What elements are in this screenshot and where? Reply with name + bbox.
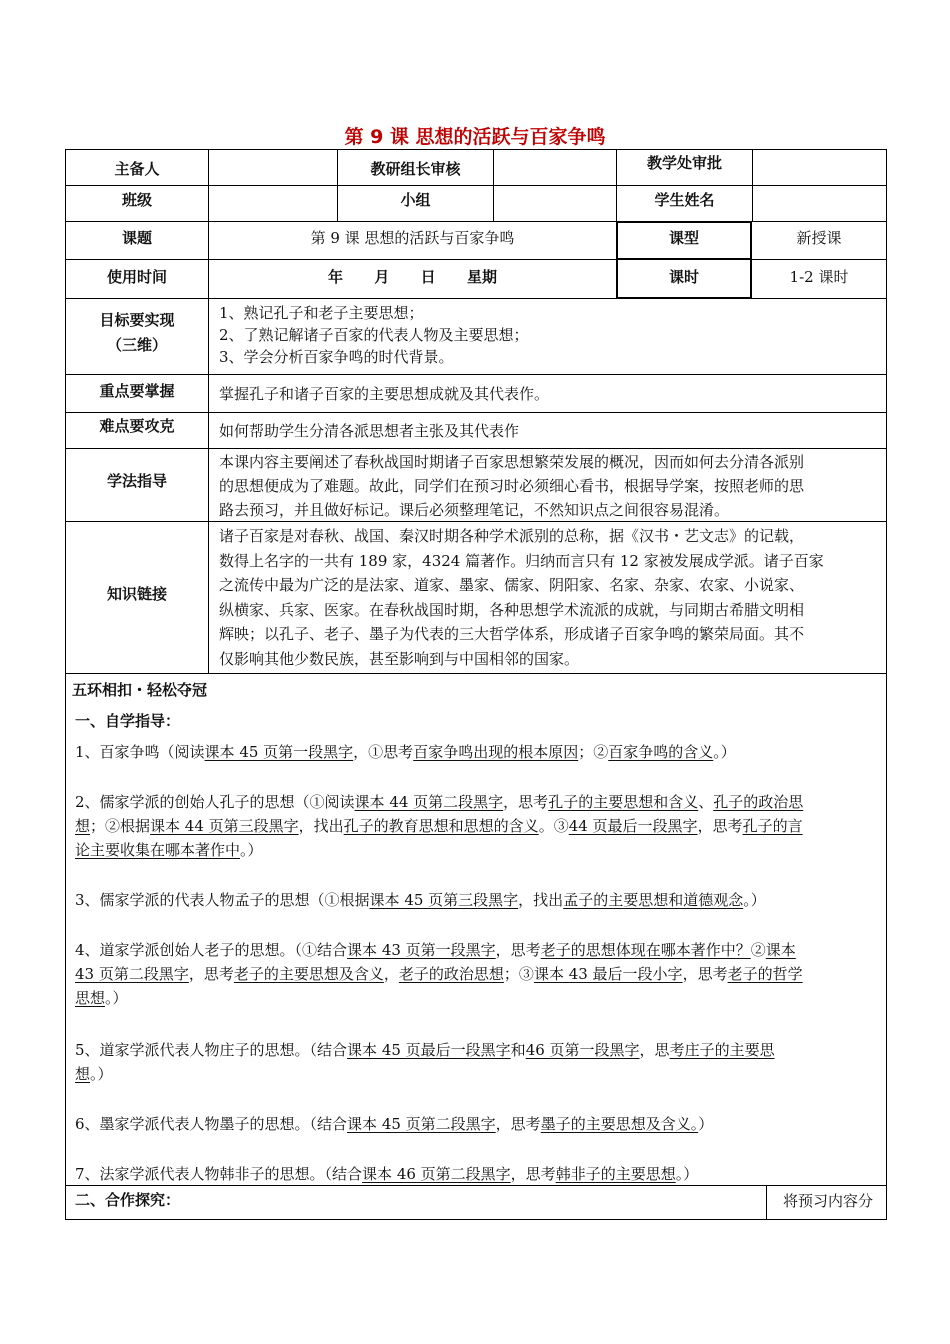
difficult-points-label: 难点要攻克 bbox=[99, 417, 175, 435]
knowledge-line: 纵横家、兵家、医家。在春秋战国时期，各种思想学术流派的成就，与同期古希腊文明相 bbox=[219, 600, 805, 619]
class-hours-label: 课时 bbox=[668, 268, 699, 286]
knowledge-line: 诸子百家是对春秋、战国、秦汉时期各种学术派别的总称，据《汉书・艺文志》的记载， bbox=[219, 527, 805, 545]
difficult-points-text: 如何帮助学生分清各派思想者主张及其代表作 bbox=[219, 422, 520, 440]
method-line: 本课内容主要阐述了春秋战国时期诸子百家思想繁荣发展的概况，因而如何去分清各派别 bbox=[219, 453, 805, 471]
student-name-field[interactable] bbox=[753, 186, 886, 221]
goal-item: 3、学会分析百家争鸣的时代背景。 bbox=[219, 348, 454, 366]
key-points-text: 掌握孔子和诸子百家的主要思想成就及其代表作。 bbox=[219, 385, 550, 403]
knowledge-line: 数得上名字的一共有 189 家，4324 篇著作。归纳而言只有 12 家被发展成学派。诸子百家 bbox=[219, 551, 824, 570]
method-line: 的思想便成为了难题。故此，同学们在预习时必须细心看书，根据导学案，按照老师的思 bbox=[219, 477, 805, 495]
goals-label: 目标要实现 bbox=[99, 311, 175, 329]
preparer-label: 主备人 bbox=[114, 160, 160, 178]
knowledge-line: 之流传中最为广泛的是法家、道家、墨家、儒家、阴阳家、名家、杂家、农家、小说家、 bbox=[219, 576, 805, 594]
usage-time-label: 使用时间 bbox=[106, 268, 167, 286]
question-5: 5、道家学派代表人物庄子的思想。（结合课本 45 页最后一段黑字和46 页第一段黑字，思考庄子的主要思 想。） bbox=[75, 1041, 775, 1083]
cooperative-inquiry-heading: 二、合作探究： bbox=[75, 1191, 181, 1209]
group-leader-review-field[interactable] bbox=[494, 150, 616, 185]
usage-date-field[interactable]: 年 月 日 星期 bbox=[328, 268, 497, 286]
lesson-type-label: 课型 bbox=[668, 229, 699, 247]
question-6: 6、墨家学派代表人物墨子的思想。（结合课本 45 页第二段黑字，思考墨子的主要思想及含义。） bbox=[75, 1115, 714, 1133]
class-field[interactable] bbox=[209, 186, 337, 221]
preparer-field[interactable] bbox=[209, 150, 337, 185]
lesson-type-value: 新授课 bbox=[796, 229, 842, 247]
question-2: 2、儒家学派的创始人孔子的思想（①阅读课本 44 页第二段黑字，思考孔子的主要思想和含义、孔子的政治思 想；②根据课本 44 页第三段黑字，找出孔子的教育思想和思想的含义。③44 页最后一段黑字，思考孔子的言 论主要收集在哪本著作中。） bbox=[75, 793, 804, 859]
self-study-heading: 一、自学指导： bbox=[75, 712, 181, 730]
section-heading: 五环相扣・轻松夺冠 bbox=[72, 681, 208, 699]
group-leader-review-label: 教研组长审核 bbox=[370, 160, 461, 178]
knowledge-link-label: 知识链接 bbox=[106, 585, 167, 603]
office-approval-field[interactable] bbox=[753, 150, 886, 185]
class-hours-value: 1-2 课时 bbox=[789, 268, 849, 286]
class-label: 班级 bbox=[121, 191, 152, 209]
question-1: 1、百家争鸣（阅读课本 45 页第一段黑字，①思考百家争鸣出现的根本原因；②百家争鸣的含义。） bbox=[75, 743, 736, 761]
method-line: 路去预习，并且做好标记。课后必须整理笔记，不然知识点之间很容易混淆。 bbox=[219, 501, 730, 519]
subgroup-field[interactable] bbox=[494, 186, 616, 221]
office-approval-label: 教学处审批 bbox=[646, 154, 722, 172]
goal-item: 2、了熟记解诸子百家的代表人物及主要思想； bbox=[219, 326, 529, 344]
method-guidance-label: 学法指导 bbox=[106, 472, 167, 490]
goal-item: 1、熟记孔子和老子主要思想； bbox=[219, 304, 424, 322]
key-points-label: 重点要掌握 bbox=[99, 382, 175, 400]
question-3: 3、儒家学派的代表人物孟子的思想（①根据课本 45 页第三段黑字，找出孟子的主要思想和道德观念。） bbox=[75, 891, 766, 909]
question-7: 7、法家学派代表人物韩非子的思想。（结合课本 46 页第二段黑字，思考韩非子的主要思想。） bbox=[75, 1165, 699, 1183]
question-4: 4、道家学派创始人老子的思想。（①结合课本 43 页第一段黑字，思考老子的思想体现在哪本著作中？②课本 43 页第二段黑字，思考老子的主要思想及含义，老子的政治思想；③课本 43 最后一段小字，思考老子的哲学 思想。） bbox=[75, 941, 803, 1007]
side-note: 将预习内容分 bbox=[782, 1192, 873, 1210]
student-name-label: 学生姓名 bbox=[654, 191, 715, 209]
subgroup-label: 小组 bbox=[400, 191, 431, 209]
method-guidance-text bbox=[219, 450, 884, 522]
page-title: 第 9 课 思想的活跃与百家争鸣 bbox=[344, 126, 606, 148]
topic-value: 第 9 课 思想的活跃与百家争鸣 bbox=[310, 229, 515, 247]
knowledge-line: 仅影响其他少数民族，甚至影响到与中国相邻的国家。 bbox=[219, 649, 580, 668]
goals-sublabel: （三维） bbox=[106, 336, 167, 354]
knowledge-line: 辉映；以孔子、老子、墨子为代表的三大哲学体系，形成诸子百家争鸣的繁荣局面。其不 bbox=[219, 625, 805, 643]
goals-list bbox=[219, 302, 879, 368]
knowledge-link-text bbox=[219, 524, 884, 671]
topic-label: 课题 bbox=[121, 229, 152, 247]
